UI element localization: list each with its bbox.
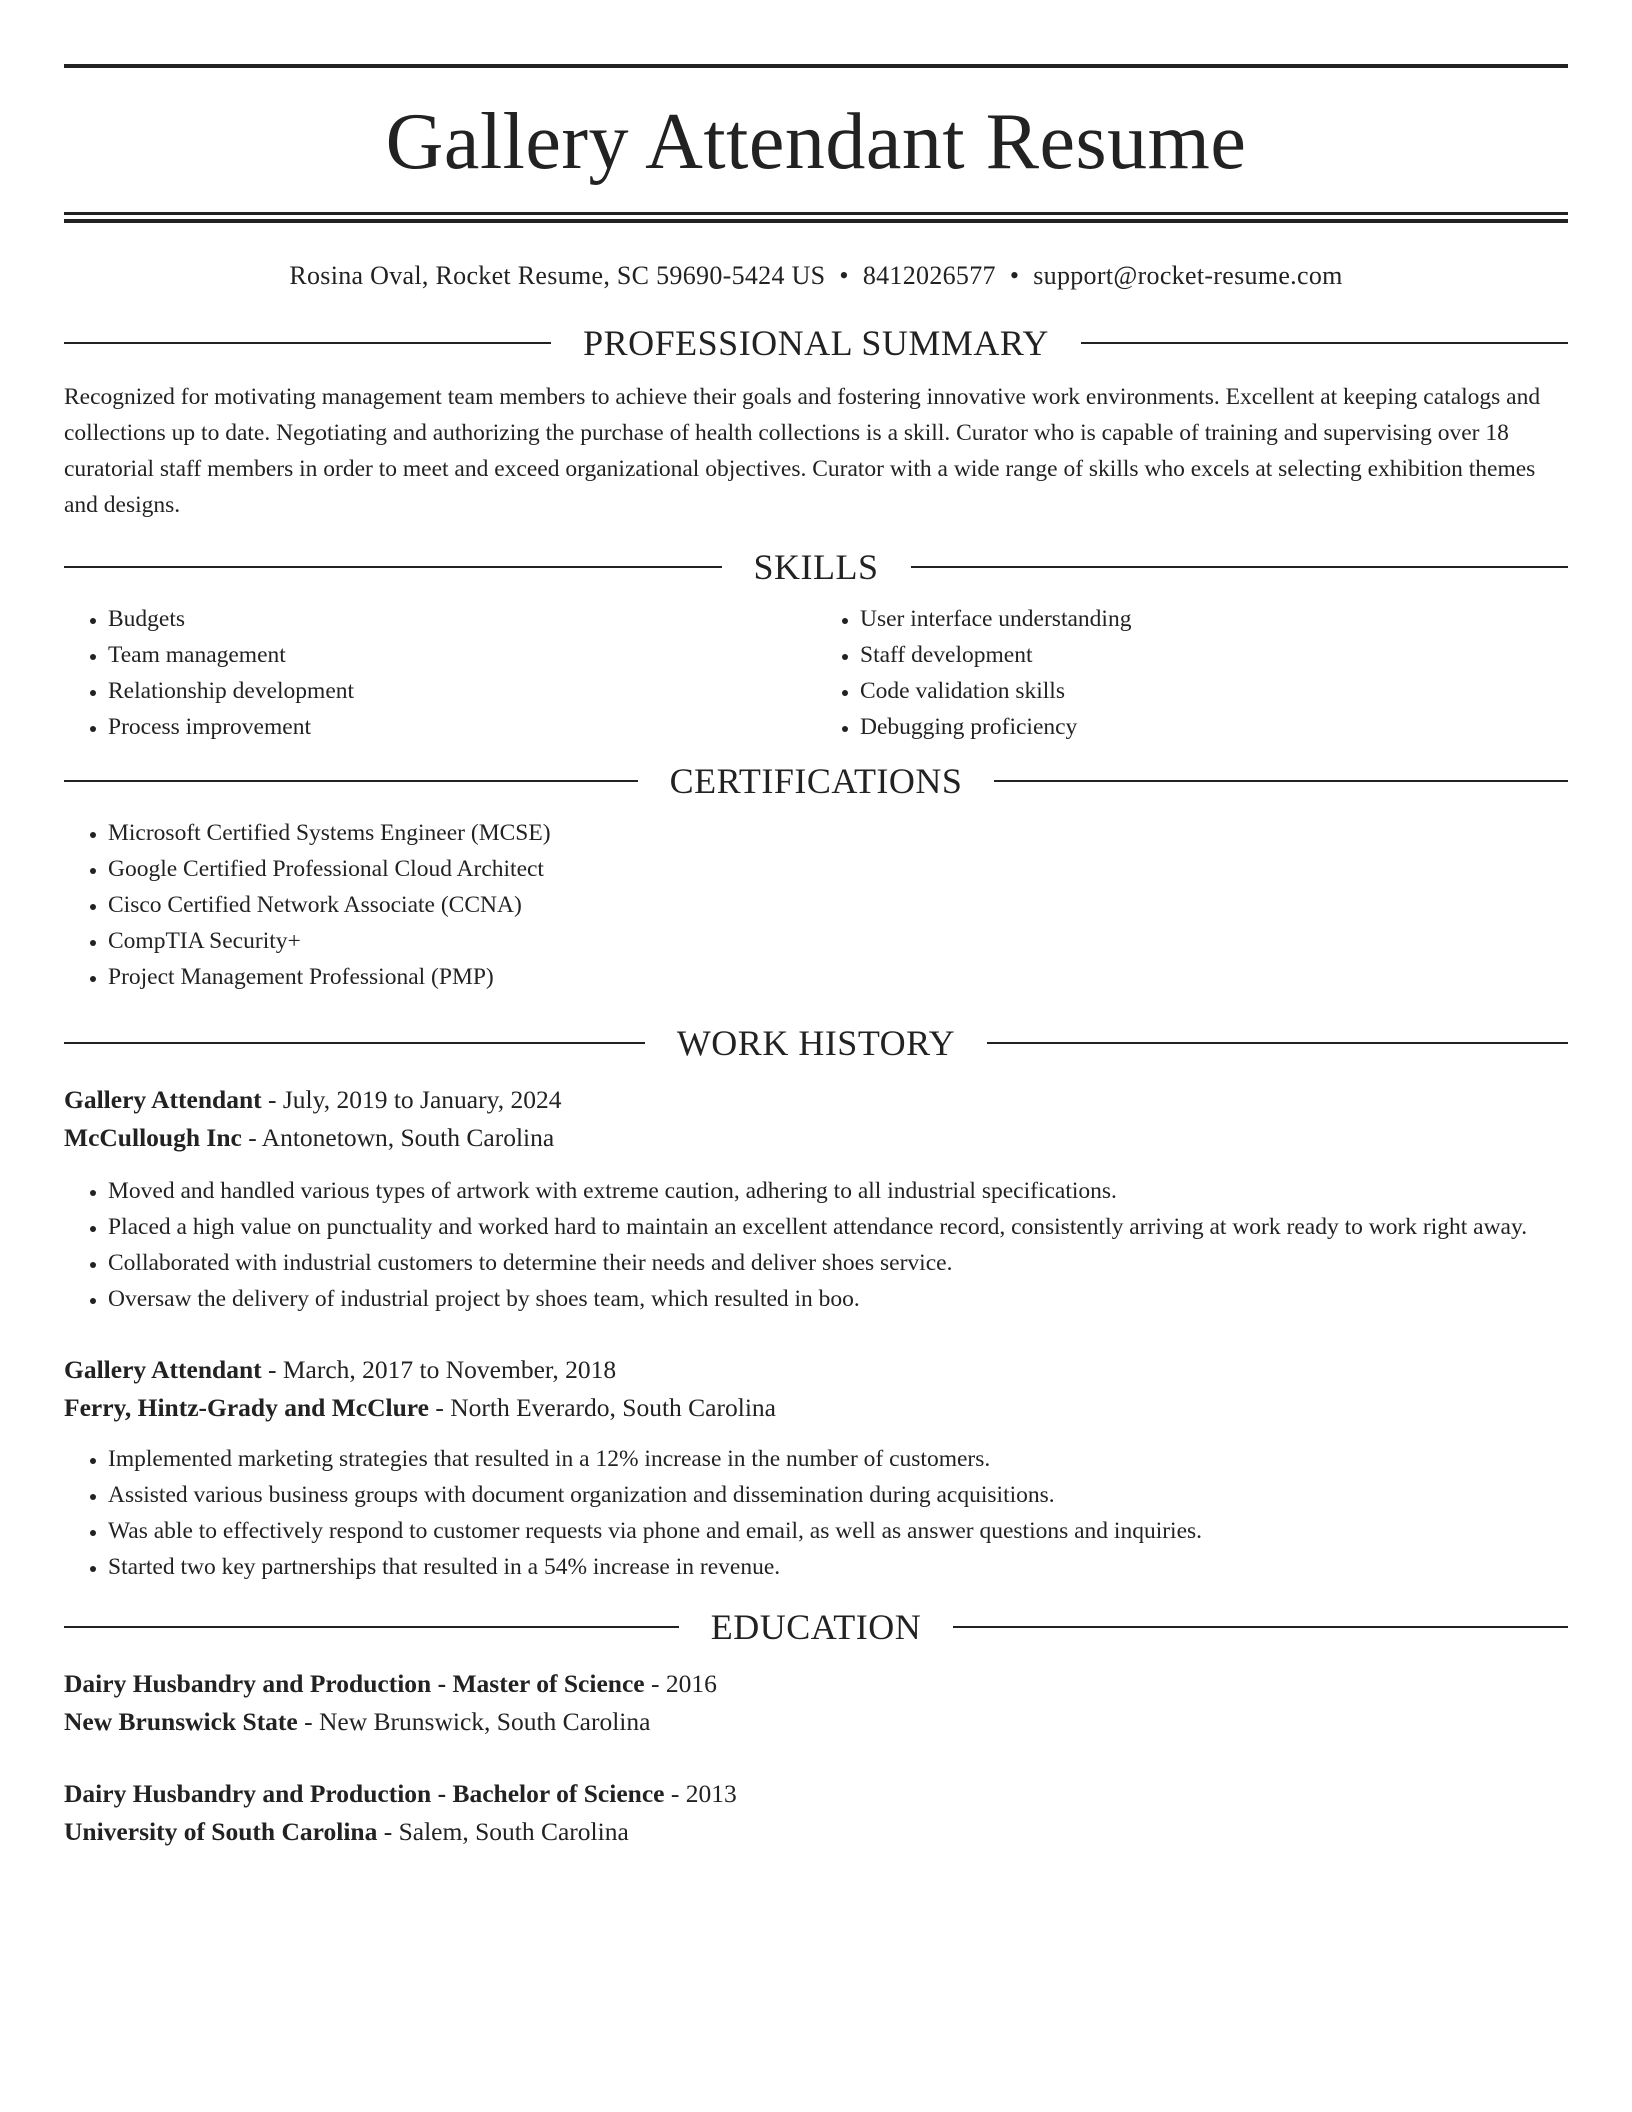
section-heading-certifications — [64, 757, 1568, 805]
skill-item: • Team management — [108, 637, 816, 673]
certifications-list — [64, 815, 1568, 995]
skill-item: • Budgets — [108, 601, 816, 637]
certification-item: • Microsoft Certified Systems Engineer (MCSE) — [108, 815, 1568, 851]
contact-separator: • — [839, 261, 849, 290]
job-title: Gallery Attendant — [64, 1355, 262, 1384]
heading-rule — [1081, 342, 1568, 344]
job-company-line — [64, 1119, 1568, 1157]
contact-email: support@rocket-resume.com — [1033, 261, 1343, 290]
contact-phone: 8412026577 — [862, 261, 996, 290]
school-location: - Salem, South Carolina — [377, 1817, 629, 1846]
section-heading-summary — [64, 319, 1568, 367]
education-entry — [64, 1665, 1568, 1741]
heading-rule — [64, 566, 722, 568]
job-bullet: • Oversaw the delivery of industrial project by shoes team, which resulted in boo. — [108, 1281, 1568, 1317]
job-bullets — [64, 1441, 1568, 1585]
section-heading-work — [64, 1019, 1568, 1067]
job-bullet: • Moved and handled various types of artwork with extreme caution, adhering to all industrial specifications. — [108, 1173, 1568, 1209]
job-bullet: • Implemented marketing strategies that resulted in a 12% increase in the number of customers. — [108, 1441, 1568, 1477]
job-company: McCullough Inc — [64, 1123, 242, 1152]
skill-item: • User interface understanding — [860, 601, 1568, 637]
contact-separator: • — [1009, 261, 1020, 290]
school: New Brunswick State — [64, 1707, 298, 1736]
job-company-line — [64, 1389, 1568, 1427]
skill-item: • Debugging proficiency — [860, 709, 1568, 745]
section-title: WORK HISTORY — [676, 1023, 956, 1063]
heading-rule — [64, 1042, 645, 1044]
job-bullet: • Placed a high value on punctuality and worked hard to maintain an excellent attendance record, consistently arriving at work ready to work right away. — [108, 1209, 1568, 1245]
skills-list — [64, 601, 1568, 745]
school-location: - New Brunswick, South Carolina — [297, 1707, 651, 1736]
skill-item: • Code validation skills — [860, 673, 1568, 709]
section-title: EDUCATION — [710, 1607, 922, 1647]
job-entry — [64, 1351, 1568, 1585]
job-bullet: • Started two key partnerships that resulted in a 54% increase in revenue. — [108, 1549, 1568, 1585]
section-heading-skills — [64, 543, 1568, 591]
job-bullets — [64, 1173, 1568, 1317]
job-entry — [64, 1081, 1568, 1317]
job-title-line — [64, 1351, 1568, 1389]
degree: Dairy Husbandry and Production - Bachelor of Science — [64, 1779, 665, 1808]
degree-year: - 2013 — [664, 1779, 737, 1808]
contact-address: Rosina Oval, Rocket Resume, SC 59690-5424 US — [289, 261, 826, 290]
job-company: Ferry, Hintz-Grady and McClure — [64, 1393, 429, 1422]
top-rule — [64, 64, 1568, 68]
degree-line — [64, 1775, 1568, 1813]
heading-rule — [994, 780, 1568, 782]
job-title-line — [64, 1081, 1568, 1119]
job-bullet: • Was able to effectively respond to customer requests via phone and email, as well as answer questions and inquiries. — [108, 1513, 1568, 1549]
certification-item: • CompTIA Security+ — [108, 923, 1568, 959]
heading-rule — [64, 342, 551, 344]
education-entry — [64, 1775, 1568, 1851]
skill-item: • Process improvement — [108, 709, 816, 745]
heading-rule — [911, 566, 1569, 568]
job-dates: - July, 2019 to January, 2024 — [261, 1085, 562, 1114]
job-location: - Antonetown, South Carolina — [241, 1123, 555, 1152]
certification-item: • Cisco Certified Network Associate (CCNA) — [108, 887, 1568, 923]
degree-year: - 2016 — [644, 1669, 717, 1698]
section-heading-education — [64, 1603, 1568, 1651]
heading-rule — [64, 780, 638, 782]
title-double-rule — [64, 212, 1568, 223]
school: University of South Carolina — [64, 1817, 378, 1846]
certification-item: • Project Management Professional (PMP) — [108, 959, 1568, 995]
job-location: - North Everardo, South Carolina — [428, 1393, 776, 1422]
degree-line — [64, 1665, 1568, 1703]
heading-rule — [953, 1626, 1568, 1628]
contact-line — [64, 259, 1568, 293]
resume-page — [64, 64, 1568, 1851]
heading-rule — [987, 1042, 1568, 1044]
summary-paragraph: Recognized for motivating management team members to achieve their goals and fostering innovative work environments. Excellent at keeping catalogs and collections up to date. Negotiating and authorizing the purchase of health collections is a skill. Curator who is capable of training and supervising over 18 curatorial staff members in order to meet and exceed organizational objectives. Curator with a wide range of skills who excels at selecting exhibition themes and designs. — [64, 384, 1541, 518]
skill-item: • Staff development — [860, 637, 1568, 673]
skills-column-left — [64, 601, 816, 745]
job-dates: - March, 2017 to November, 2018 — [261, 1355, 617, 1384]
school-line — [64, 1703, 1568, 1741]
section-title: PROFESSIONAL SUMMARY — [583, 323, 1049, 363]
section-title: SKILLS — [753, 547, 879, 587]
skills-column-right — [816, 601, 1568, 745]
resume-title: Gallery Attendant Resume — [385, 98, 1247, 186]
job-bullet: • Collaborated with industrial customers to determine their needs and deliver shoes service. — [108, 1245, 1568, 1281]
section-title: CERTIFICATIONS — [669, 761, 963, 801]
certification-item: • Google Certified Professional Cloud Architect — [108, 851, 1568, 887]
heading-rule — [64, 1626, 679, 1628]
job-bullet: • Assisted various business groups with document organization and dissemination during acquisitions. — [108, 1477, 1568, 1513]
skill-item: • Relationship development — [108, 673, 816, 709]
degree: Dairy Husbandry and Production - Master of Science — [64, 1669, 645, 1698]
job-title: Gallery Attendant — [64, 1085, 262, 1114]
school-line — [64, 1813, 1568, 1851]
